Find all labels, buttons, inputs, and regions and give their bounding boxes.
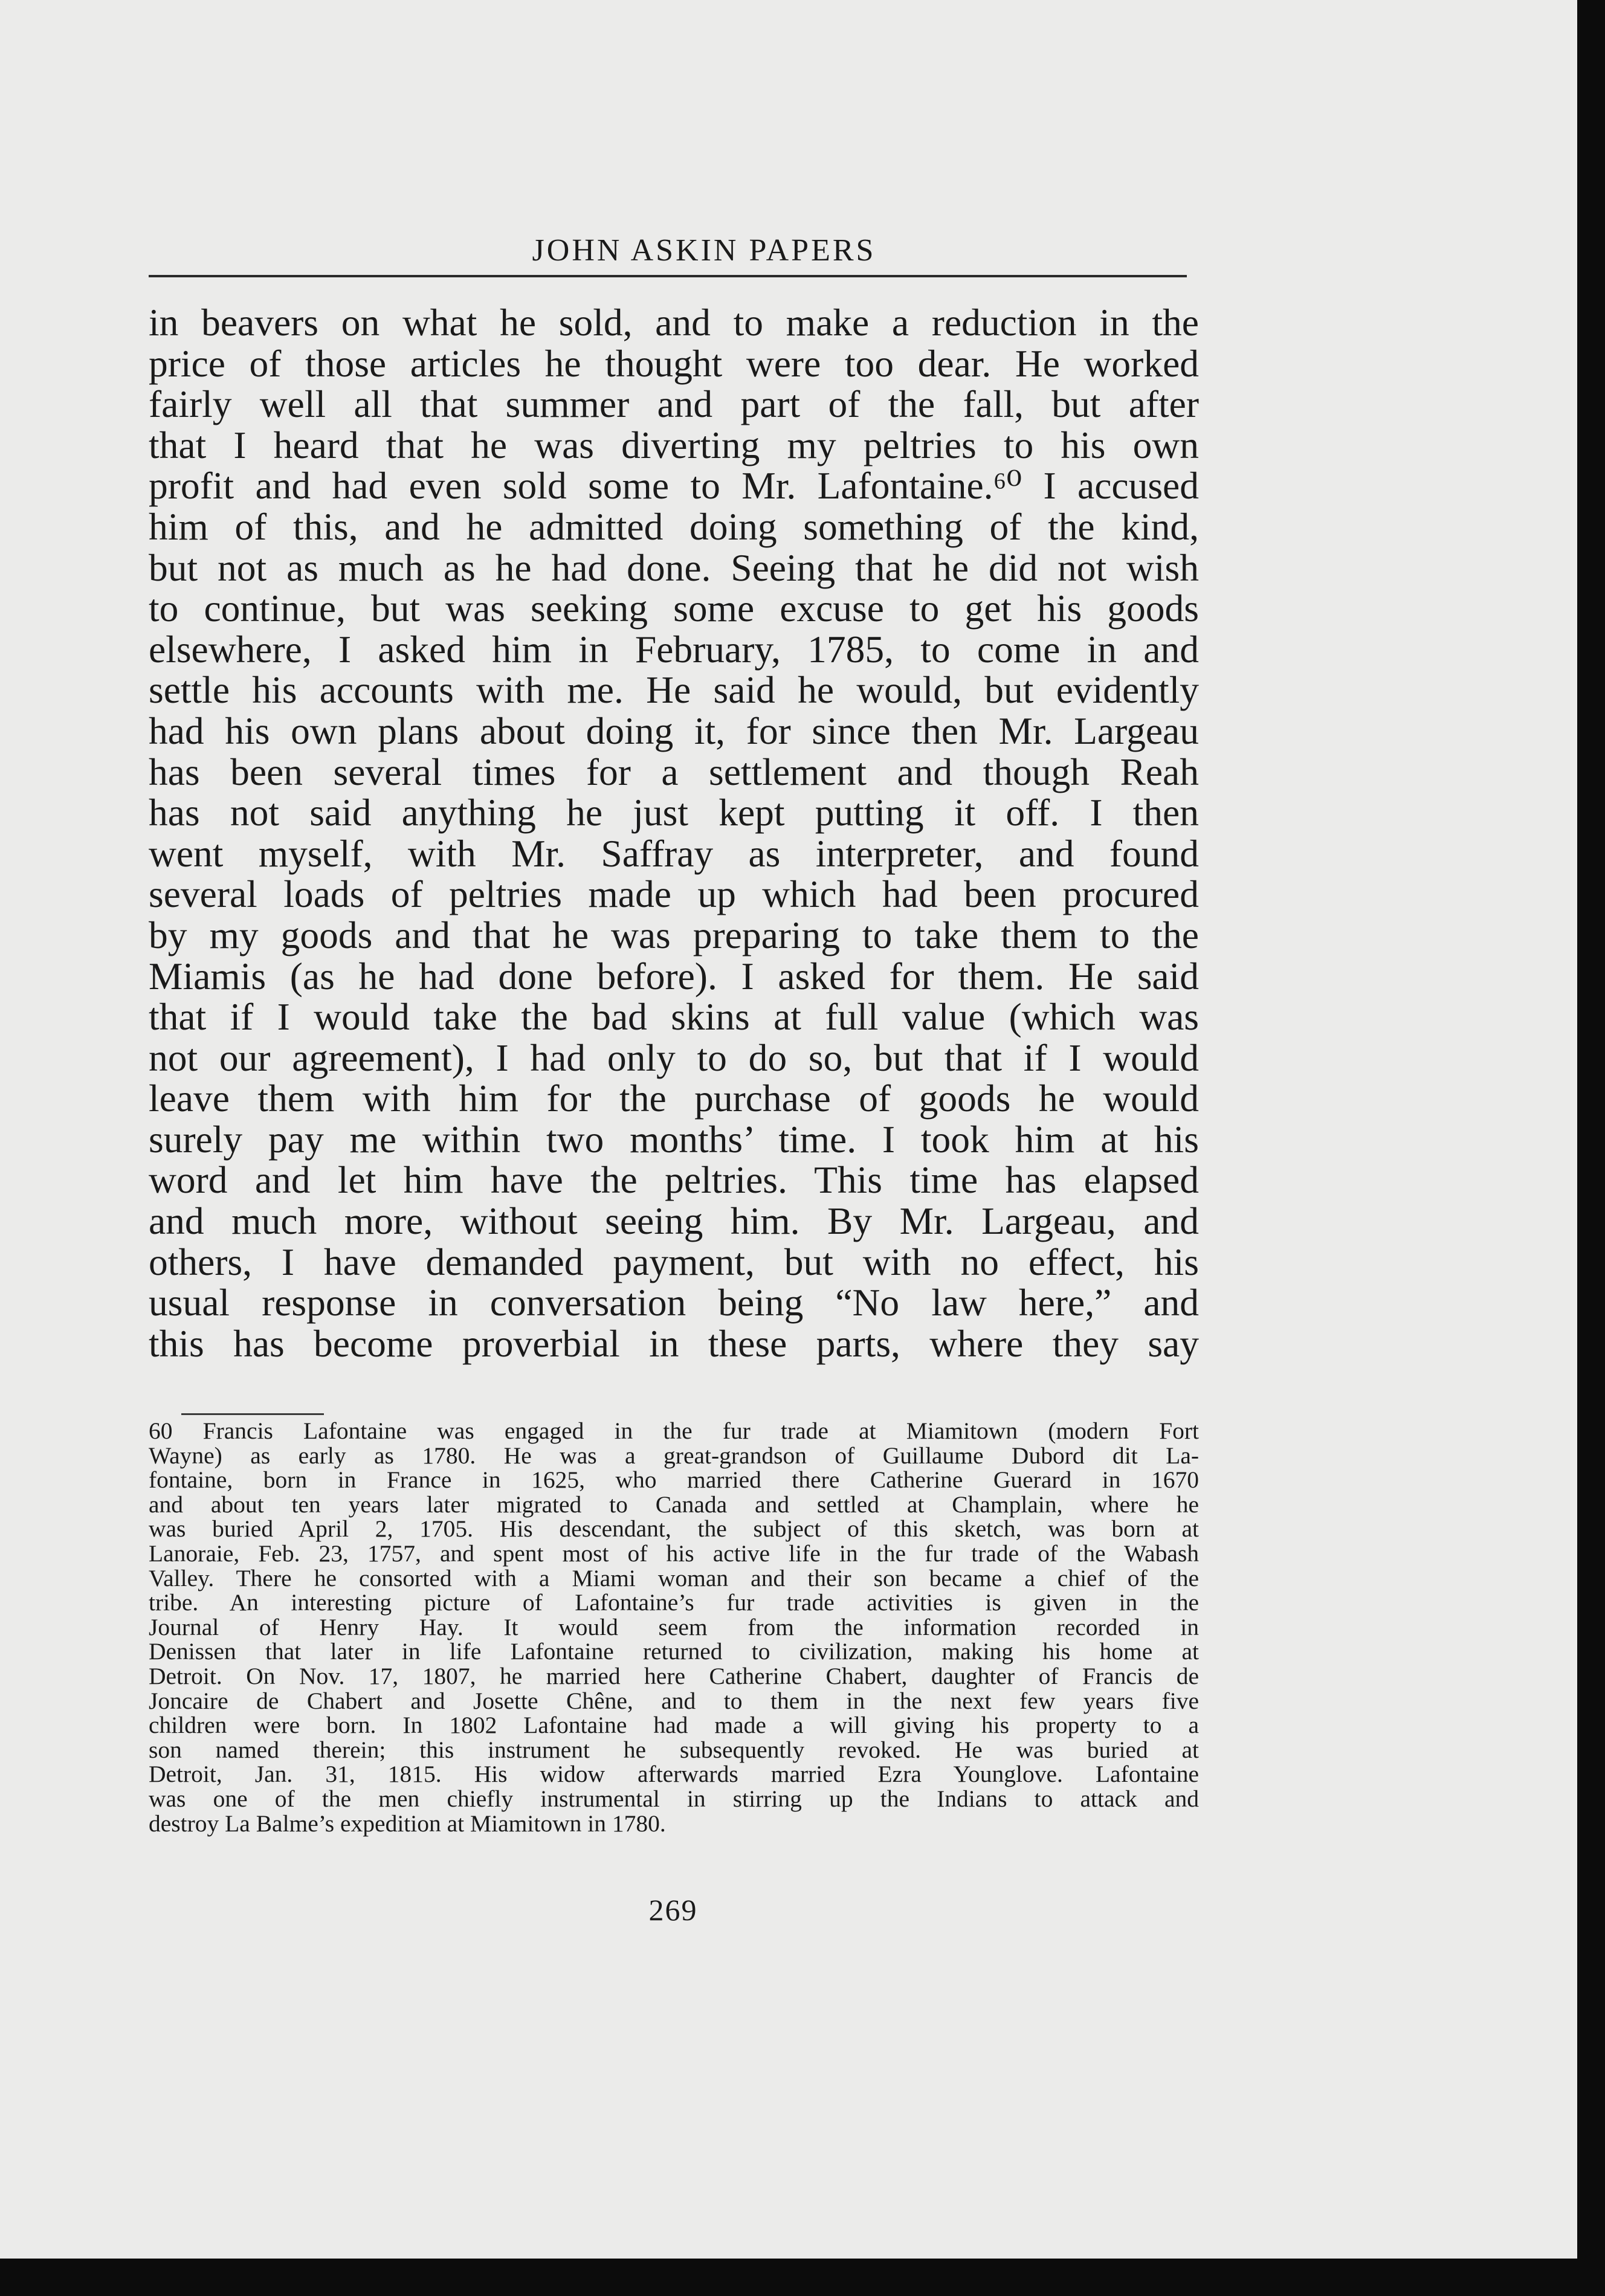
- body-line: not our agreement), I had only to do so, but that if I would: [149, 1036, 1199, 1079]
- footnote-rule: [181, 1413, 324, 1415]
- footnote-line: Valley. There he consorted with a Miami woman and their son became a chief of the: [149, 1564, 1199, 1591]
- footnote-line: Wayne) as early as 1780. He was a great-grandson of Guillaume Dubord dit La-: [149, 1442, 1199, 1469]
- footnote-line: Lanoraie, Feb. 23, 1757, and spent most of his active life in the fur trade of the Wabash: [149, 1540, 1199, 1567]
- body-line: this has become proverbial in these parts, where they say: [149, 1321, 1199, 1365]
- body-line: him of this, and he admitted doing something of the kind,: [149, 505, 1199, 548]
- body-line: has not said anything he just kept putting it off. I then: [149, 791, 1199, 834]
- footnote-60: [149, 1419, 1199, 1836]
- running-header: [149, 227, 1187, 277]
- body-line: others, I have demanded payment, but with no effect, his: [149, 1240, 1199, 1283]
- body-line: in beavers on what he sold, and to make a reduction in the: [149, 301, 1199, 344]
- page-number: 269: [648, 1893, 698, 1927]
- body-line: elsewhere, I asked him in February, 1785, to come in and: [149, 627, 1199, 671]
- footnote-line: Journal of Henry Hay. It would seem from the information recorded in: [149, 1613, 1199, 1640]
- footnote-line: Detroit, Jan. 31, 1815. His widow afterwards married Ezra Younglove. Lafontaine: [149, 1761, 1199, 1788]
- body-line: by my goods and that he was preparing to take them to the: [149, 913, 1199, 956]
- footnote-line: Joncaire de Chabert and Josette Chêne, and to them in the next few years five: [149, 1687, 1199, 1714]
- body-line: Miamis (as he had done before). I asked for them. He said: [149, 954, 1199, 998]
- body-line: that I heard that he was diverting my peltries to his own: [149, 423, 1199, 466]
- body-line: has been several times for a settlement and though Reah: [149, 750, 1199, 793]
- body-line: fairly well all that summer and part of the fall, but after: [149, 382, 1199, 426]
- footnote-line: children were born. In 1802 Lafontaine had made a will giving his property to a: [149, 1712, 1199, 1739]
- footnote-line: son named therein; this instrument he subsequently revoked. He was buried at: [149, 1736, 1199, 1763]
- body-line: had his own plans about doing it, for since then Mr. Largeau: [149, 709, 1199, 752]
- body-line: surely pay me within two months’ time. I took him at his: [149, 1117, 1199, 1161]
- running-title: JOHN ASKIN PAPERS: [532, 233, 876, 268]
- footnote-line: Denissen that later in life Lafontaine returned to civilization, making his home at: [149, 1638, 1199, 1665]
- footnote-line: destroy La Balme’s expedition at Miamitown in 1780.: [149, 1810, 666, 1837]
- footnote-line: and about ten years later migrated to Canada and settled at Champlain, where he: [149, 1491, 1199, 1518]
- body-line: usual response in conversation being “No law here,” and: [149, 1281, 1199, 1324]
- body-line: leave them with him for the purchase of goods he would: [149, 1077, 1199, 1120]
- body-line: that if I would take the bad skins at full value (which was: [149, 995, 1199, 1039]
- footnote-line: was one of the men chiefly instrumental in stirring up the Indians to attack and: [149, 1785, 1199, 1812]
- body-line: profit and had even sold some to Mr. Lafontaine.⁶⁰ I accused: [149, 464, 1199, 508]
- body-line: price of those articles he thought were too dear. He worked: [149, 341, 1199, 385]
- body-line: and much more, without seeing him. By Mr. Largeau, and: [149, 1199, 1199, 1243]
- footnote-line: was buried April 2, 1705. His descendant, the subject of this sketch, was born at: [149, 1515, 1199, 1543]
- body-text: [149, 302, 1199, 1364]
- body-line: settle his accounts with me. He said he would, but evidently: [149, 668, 1199, 712]
- footnote-line: fontaine, born in France in 1625, who married there Catherine Guerard in 1670: [149, 1466, 1199, 1494]
- body-line: to continue, but was seeking some excuse to get his goods: [149, 587, 1199, 630]
- body-line: several loads of peltries made up which had been procured: [149, 872, 1199, 916]
- footnote-line: 60 Francis Lafontaine was engaged in the fur trade at Miamitown (modern Fort: [149, 1417, 1199, 1444]
- footnote-line: Detroit. On Nov. 17, 1807, he married here Catherine Chabert, daughter of Francis de: [149, 1662, 1199, 1689]
- body-line: went myself, with Mr. Saffray as interpreter, and found: [149, 831, 1199, 875]
- footnote-line: tribe. An interesting picture of Lafontaine’s fur trade activities is given in the: [149, 1589, 1199, 1616]
- body-line: word and let him have the peltries. This time has elapsed: [149, 1158, 1199, 1202]
- body-line: but not as much as he had done. Seeing that he did not wish: [149, 546, 1199, 589]
